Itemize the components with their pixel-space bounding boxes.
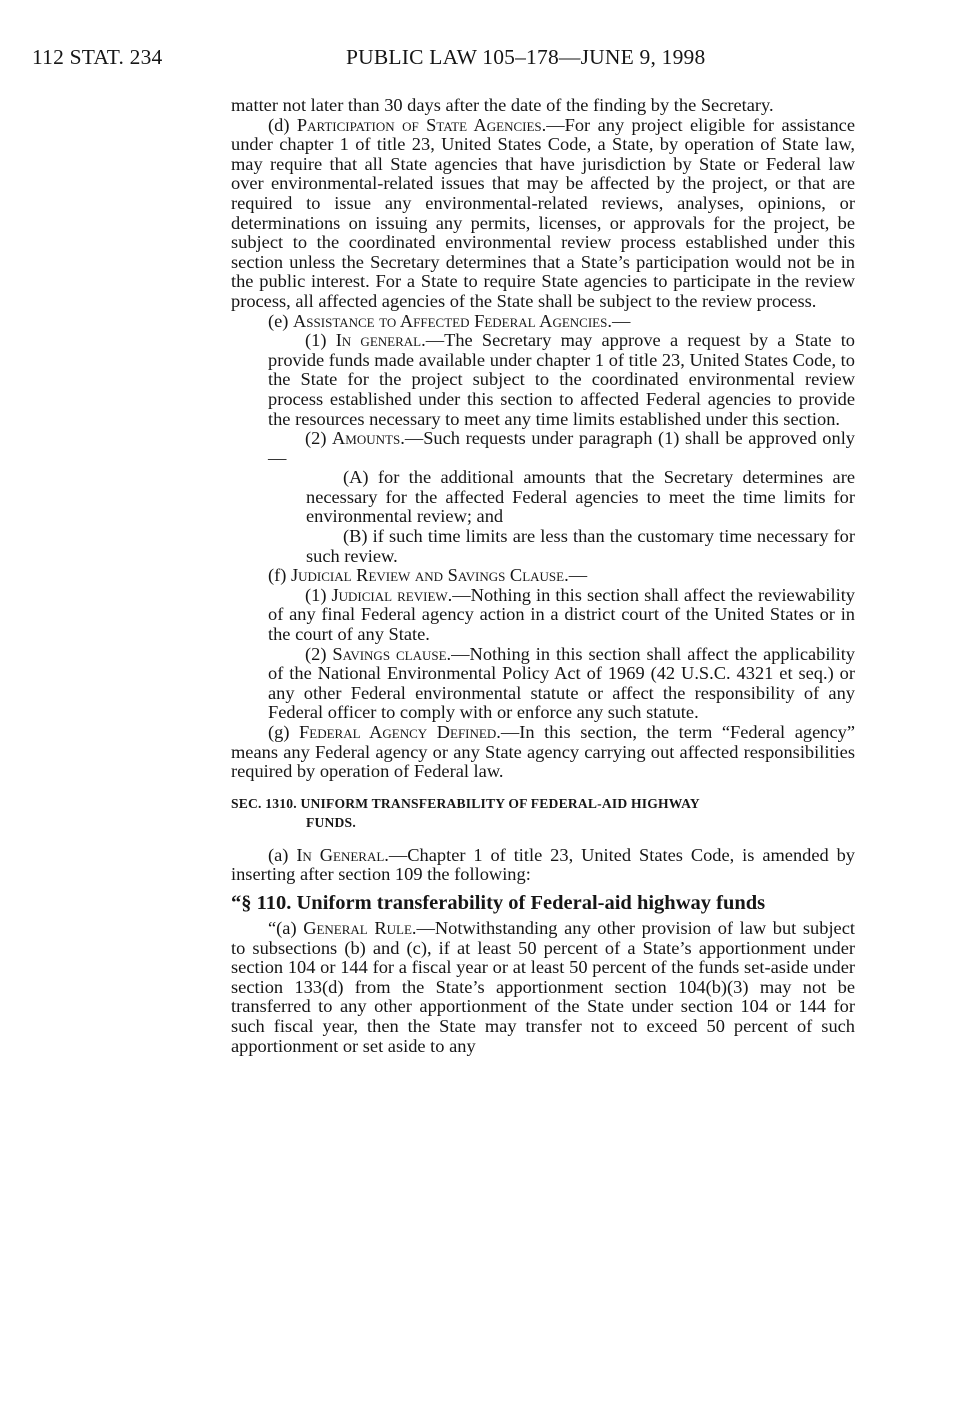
paragraph-f1-text: —Nothing in this section shall affect the reviewability of any final Federal agency action in a district court of the United States or in the court of any State. <box>268 584 855 645</box>
subsection-e-label: (e) <box>268 310 294 331</box>
section-title-line1: UNIFORM TRANSFERABILITY OF FEDERAL-AID HIGHWAY <box>300 795 700 811</box>
subsection-d-text: —For any project eligible for assistance under chapter 1 of title 23, United States Code, a State, by operation of State law, may require that all State agencies that have jurisdiction by State or Federal law over environmental-related issues that may be affected by the project, or that are required to issue any environmental-related reviews, analyses, opinions, or determinations on issuing any permits, licenses, or approvals for the project, be subject to the coordinated environmental review process established under this section unless the Secretary determines that a State’s participation would not be in the public interest. For a State to require State agencies to participate in the review process, all affected agencies of the State shall be subject to the review process. <box>231 114 855 311</box>
paragraph-e1-text: —The Secretary may approve a request by a State to provide funds made available under chapter 1 of title 23, United States Code, to the State for the project subject to the coordinated environmental review process established under this section to affected Federal agencies to provide the resources necessary to meet any time limits established under this section. <box>268 330 856 429</box>
subparagraph-eB: (B) if such time limits are less than the customary time necessary for such review. <box>306 526 855 566</box>
paragraph-e2-label: (2) <box>305 428 333 449</box>
document-body <box>231 96 855 1056</box>
subsection-d-label: (d) <box>268 114 297 135</box>
paragraph-e1 <box>268 331 855 429</box>
paragraph-f1 <box>268 586 855 645</box>
paragraph-e1-heading: In general. <box>335 330 426 351</box>
paragraph-f2-text: —Nothing in this section shall affect the applicability of the National Environmental Policy Act of 1969 (42 U.S.C. 4321 et seq.) or any other Federal environmental statute or affect the responsibility of any Federal officer to comply with or enforce any such statute. <box>268 643 856 723</box>
subsection-f-heading: Judicial Review and Savings Clause. <box>290 565 569 586</box>
section-110-subsection-a <box>231 919 855 1056</box>
subsection-d-heading: Participation of State Agencies. <box>296 114 547 135</box>
paragraph-e2-text: —Such requests under paragraph (1) shall be approved only— <box>268 428 855 468</box>
section-110-a-heading: General Rule. <box>303 917 417 938</box>
paragraph-f1-label: (1) <box>305 584 332 605</box>
section-1310-a-text: —Chapter 1 of title 23, United States Code, is amended by inserting after section 109 the following: <box>231 844 855 885</box>
paragraph-f2-heading: Savings clause. <box>332 643 452 664</box>
subsection-g-heading: Federal Agency Defined. <box>299 722 501 742</box>
subsection-e-heading: Assistance to Affected Federal Agencies. <box>293 310 612 331</box>
paragraph-e2 <box>268 429 855 468</box>
paragraph-f2-label: (2) <box>305 643 333 664</box>
subsection-g-label: (g) <box>268 722 300 742</box>
subsection-g <box>231 723 855 782</box>
continued-paragraph: matter not later than 30 days after the date of the finding by the Secretary. <box>231 95 774 115</box>
section-1310-a-label: (a) <box>268 844 297 865</box>
section-110-title: “§ 110. Uniform transferability of Federal-aid highway funds <box>231 891 766 914</box>
subparagraph-eA: (A) for the additional amounts that the Secretary determines are necessary for the affected Federal agencies to meet the time limits for environmental review; and <box>306 467 855 527</box>
paragraph-f2 <box>268 645 855 723</box>
subsection-d <box>231 116 855 312</box>
section-110-a-text: —Notwithstanding any other provision of law but subject to subsections (b) and (c), if at least 50 percent of a State’s apportionment under section 104 or 144 for a fiscal year or at least 50 percent of the funds set-aside under section 133(d) from the State’s apportionment section 104(b)(3) may not be transferred to any other apportionment of the State under section 104 or 144 for such fiscal year, then the State may transfer not to exceed 50 percent of such apportionment or set aside to any <box>231 917 855 1056</box>
subsection-f <box>231 566 855 586</box>
paragraph-e1-label: (1) <box>305 330 336 351</box>
paragraph-e2-heading: Amounts. <box>332 428 405 449</box>
subsection-f-label: (f) <box>268 565 291 586</box>
section-1310-heading <box>231 794 855 832</box>
section-1310-a-heading: In General. <box>296 844 389 865</box>
page-reference: 112 STAT. 234 <box>32 45 163 69</box>
section-title-line2: FUNDS. <box>306 814 356 830</box>
subsection-f-dash: — <box>568 565 588 586</box>
section-110-a-label: “(a) <box>268 917 304 938</box>
subsection-e <box>231 312 855 332</box>
paragraph-f1-heading: Judicial review. <box>331 584 453 605</box>
subsection-g-text: —In this section, the term “Federal agency” means any Federal agency or any State agency carrying out affected responsibilities required by operation of Federal law. <box>231 722 855 782</box>
running-header: PUBLIC LAW 105–178—JUNE 9, 1998 <box>346 45 706 69</box>
section-1310-subsection-a <box>231 846 855 885</box>
subsection-e-dash: — <box>611 310 631 331</box>
section-number: SEC. 1310. <box>231 795 301 811</box>
